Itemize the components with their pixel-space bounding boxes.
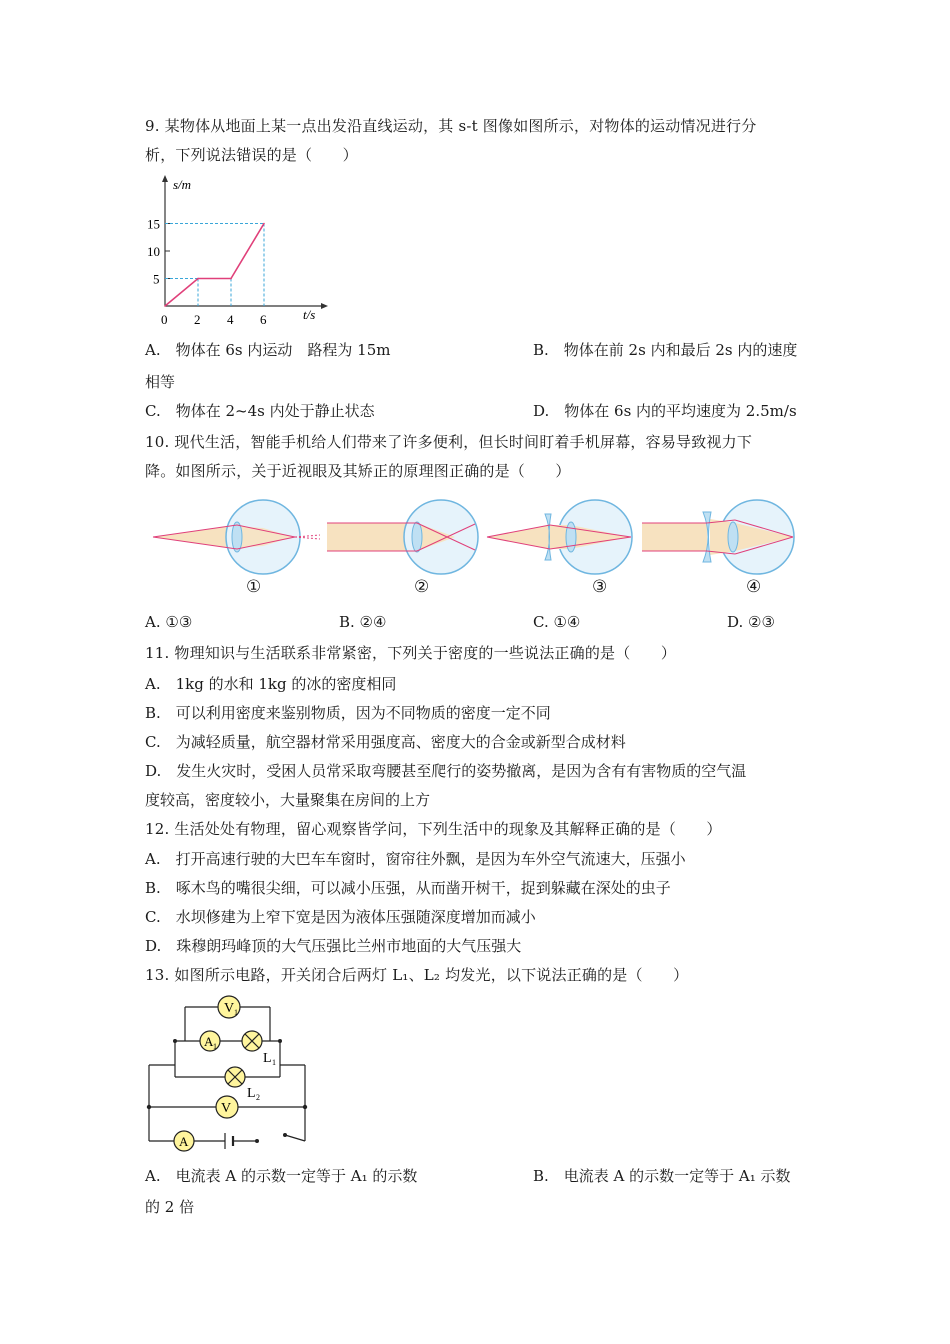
eye-diagram-1 (153, 500, 320, 574)
lamp-l1-icon (242, 1031, 276, 1067)
q11-option-d-cont: 度较高，密度较小，大量聚集在房间的上方 (145, 791, 431, 809)
q9-stem-line2: 析，下列说法错误的是（ ） (145, 146, 358, 164)
q9-option-d[interactable]: D. 物体在 6s 内的平均速度为 2.5m/s (533, 402, 797, 420)
eye-diagram-2 (327, 500, 478, 574)
eye-diagram-4 (642, 500, 794, 574)
q12-option-c[interactable]: C. 水坝修建为上窄下宽是因为液体压强随深度增加而减小 (145, 908, 536, 926)
fig-label-1: ① (246, 577, 262, 597)
q9-option-b-cont: 相等 (145, 373, 176, 391)
x-axis-arrow (321, 303, 328, 309)
fig-label-3: ③ (592, 577, 608, 597)
q9-option-c[interactable]: C. 物体在 2~4s 内处于静止状态 (145, 402, 375, 420)
q9-option-b[interactable]: B. 物体在前 2s 内和最后 2s 内的速度 (533, 341, 798, 359)
x-axis-label: t/s (303, 307, 316, 322)
q13-option-a[interactable]: A. 电流表 A 的示数一定等于 A₁ 的示数 (145, 1167, 418, 1185)
a1-sub: 1 (213, 1042, 217, 1051)
q11-option-a[interactable]: A. 1kg 的水和 1kg 的冰的密度相同 (145, 675, 397, 693)
x-tick-label: 0 (161, 312, 168, 327)
q10-stem-line1: 10. 现代生活，智能手机给人们带来了许多便利，但长时间盯着手机屏幕，容易导致视力下 (145, 433, 753, 451)
q10-option-d[interactable]: D. ②③ (727, 613, 775, 631)
q10-option-b[interactable]: B. ②④ (339, 613, 387, 631)
q9-st-graph (145, 170, 345, 330)
l1-letter: L (263, 1051, 272, 1066)
voltmeter-v-icon (216, 1096, 238, 1118)
v-letter: V (221, 1101, 232, 1116)
l2-letter: L (247, 1086, 256, 1101)
y-tick-label: 10 (147, 244, 160, 259)
eye-diagram-3 (487, 500, 632, 574)
v1-letter: V (224, 1001, 235, 1016)
q13-stem: 13. 如图所示电路，开关闭合后两灯 L₁、L₂ 均发光，以下说法正确的是（ ） (145, 966, 689, 984)
ammeter-a1-icon (200, 1031, 220, 1051)
q10-stem-line2: 降。如图所示，关于近视眼及其矫正的原理图正确的是（ ） (145, 462, 571, 480)
q9-stem-line1: 9. 某物体从地面上某一点出发沿直线运动，其 s-t 图像如图所示，对物体的运动情况进行分 (145, 117, 757, 135)
x-tick-label: 4 (227, 312, 234, 327)
fig-label-2: ② (414, 577, 430, 597)
st-data-point (164, 305, 166, 307)
st-data-point (197, 278, 199, 280)
q12-option-d[interactable]: D. 珠穆朗玛峰顶的大气压强比兰州市地面的大气压强大 (145, 937, 522, 955)
st-data-point (230, 278, 232, 280)
y-axis-arrow (162, 175, 168, 182)
q10-option-a[interactable]: A. ①③ (145, 613, 193, 631)
a1-letter: A (204, 1034, 214, 1049)
q12-option-b[interactable]: B. 啄木鸟的嘴很尖细，可以减小压强，从而凿开树干，捉到躲藏在深处的虫子 (145, 879, 671, 897)
l2-sub: 2 (256, 1093, 260, 1102)
a-letter: A (179, 1134, 189, 1149)
y-axis-label: s/m (173, 177, 192, 192)
y-tick-label: 5 (153, 271, 160, 287)
y-tick-label: 15 (147, 216, 160, 232)
q10-eye-diagrams (145, 492, 805, 580)
q9-option-a[interactable]: A. 物体在 6s 内运动 路程为 15m (145, 341, 391, 359)
q10-option-c[interactable]: C. ①④ (533, 613, 581, 631)
l1-sub: 1 (272, 1058, 276, 1067)
q11-option-d[interactable]: D. 发生火灾时，受困人员常采取弯腰甚至爬行的姿势撤离，是因为含有有害物质的空气温 (145, 762, 747, 780)
x-tick-label: 2 (194, 312, 201, 327)
fig-label-4: ④ (746, 577, 762, 597)
q12-stem: 12. 生活处处有物理，留心观察皆学问，下列生活中的现象及其解释正确的是（ ） (145, 820, 722, 838)
q11-stem: 11. 物理知识与生活联系非常紧密，下列关于密度的一些说法正确的是（ ） (145, 644, 677, 662)
st-data-point (263, 223, 265, 225)
q12-option-a[interactable]: A. 打开高速行驶的大巴车车窗时，窗帘往外飘，是因为车外空气流速大，压强小 (145, 850, 686, 868)
voltmeter-v1-icon (218, 996, 240, 1018)
q11-option-b[interactable]: B. 可以利用密度来鉴别物质，因为不同物质的密度一定不同 (145, 704, 551, 722)
ammeter-a-icon (174, 1131, 194, 1151)
q11-option-c[interactable]: C. 为减轻质量，航空器材常采用强度高、密度大的合金或新型合成材料 (145, 733, 626, 751)
x-tick-label: 6 (260, 312, 267, 327)
q13-circuit-diagram (145, 995, 315, 1155)
q13-option-b-cont: 的 2 倍 (145, 1198, 195, 1216)
v1-sub: 1 (234, 1008, 238, 1017)
st-series-line (165, 224, 264, 307)
q13-option-b[interactable]: B. 电流表 A 的示数一定等于 A₁ 示数 (533, 1167, 791, 1185)
